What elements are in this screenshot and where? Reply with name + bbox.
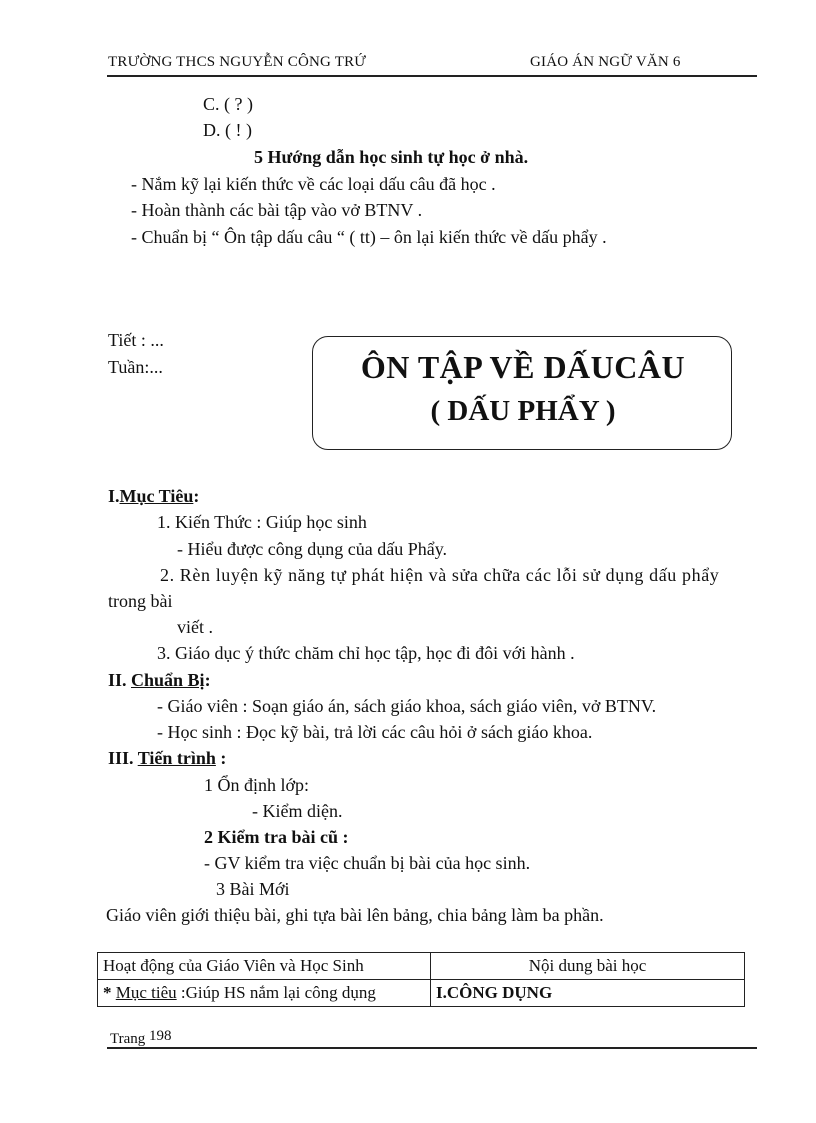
option-d: D. ( ! ): [203, 120, 252, 140]
preparation-student: - Học sinh : Đọc kỹ bài, trả lời các câu hỏi ở sách giáo khoa.: [157, 722, 593, 742]
lesson-tuan: Tuần:...: [108, 357, 163, 377]
objective-knowledge: 1. Kiến Thức : Giúp học sinh: [157, 512, 367, 532]
homework-item-3: - Chuẩn bị “ Ôn tập dấu câu “ ( tt) – ôn lại kiến thức về dấu phẩy .: [131, 227, 607, 247]
process-step-2-detail: - GV kiểm tra việc chuẩn bị bài của học sinh.: [204, 853, 531, 873]
preparation-heading: II. Chuẩn Bị:: [108, 670, 211, 690]
table-header-activities: Hoạt động của Giáo Viên và Học Sinh: [98, 953, 431, 980]
table-row: [98, 980, 745, 1007]
header-school: TRƯỜNG THCS NGUYỄN CÔNG TRỨ: [108, 54, 367, 70]
header-subject: GIÁO ÁN NGỮ VĂN 6: [530, 54, 681, 70]
page-number: 198: [149, 1028, 172, 1044]
lesson-title: ÔN TẬP VỀ DẤUCÂU: [360, 349, 686, 385]
table-cell-objective: * Mục tiêu :Giúp HS nắm lại công dụng: [98, 980, 431, 1007]
page-label: Trang: [110, 1031, 146, 1047]
lesson-table: [97, 952, 745, 1007]
homework-item-1: - Nắm kỹ lại kiến thức về các loại dấu câu đã học .: [131, 174, 496, 194]
process-heading: III. Tiến trình :: [108, 748, 227, 768]
preparation-teacher: - Giáo viên : Soạn giáo án, sách giáo khoa, sách giáo viên, vở BTNV.: [157, 696, 657, 716]
process-step-3: 3 Bài Mới: [216, 879, 290, 899]
objective-skill-line3: viết .: [177, 617, 213, 637]
page-footer: [110, 1028, 172, 1045]
process-step-1: 1 Ổn định lớp:: [204, 775, 310, 795]
header-rule: [107, 75, 757, 77]
table-cell-usage: I.CÔNG DỤNG: [431, 980, 745, 1007]
section-5-heading: 5 Hướng dẫn học sinh tự học ở nhà.: [254, 147, 529, 167]
homework-item-2: - Hoàn thành các bài tập vào vở BTNV .: [131, 200, 423, 220]
process-step-2: 2 Kiểm tra bài cũ :: [204, 827, 349, 847]
objective-attitude: 3. Giáo dục ý thức chăm chỉ học tập, học đi đôi với hành .: [157, 643, 575, 663]
objective-skill-line2: trong bài: [108, 591, 173, 611]
lesson-tiet: Tiết : ...: [108, 330, 164, 350]
process-step-1-detail: - Kiểm diện.: [252, 801, 343, 821]
table-header-row: [98, 953, 745, 980]
objective-knowledge-detail: - Hiểu được công dụng của dấu Phẩy.: [177, 539, 448, 559]
lesson-title-box: [312, 336, 732, 450]
table-header-content: Nội dung bài học: [431, 953, 745, 980]
objective-skill-line1: 2. Rèn luyện kỹ năng tự phát hiện và sửa chữa các lỗi sử dụng dấu phẩy: [160, 565, 720, 585]
footer-rule: [107, 1047, 757, 1049]
objectives-heading: I.Mục Tiêu:: [108, 486, 200, 506]
process-intro-text: Giáo viên giới thiệu bài, ghi tựa bài lên bảng, chia bảng làm ba phần.: [106, 905, 604, 925]
option-c: C. ( ? ): [203, 94, 253, 114]
lesson-subtitle: ( DẤU PHẨY ): [430, 395, 616, 427]
